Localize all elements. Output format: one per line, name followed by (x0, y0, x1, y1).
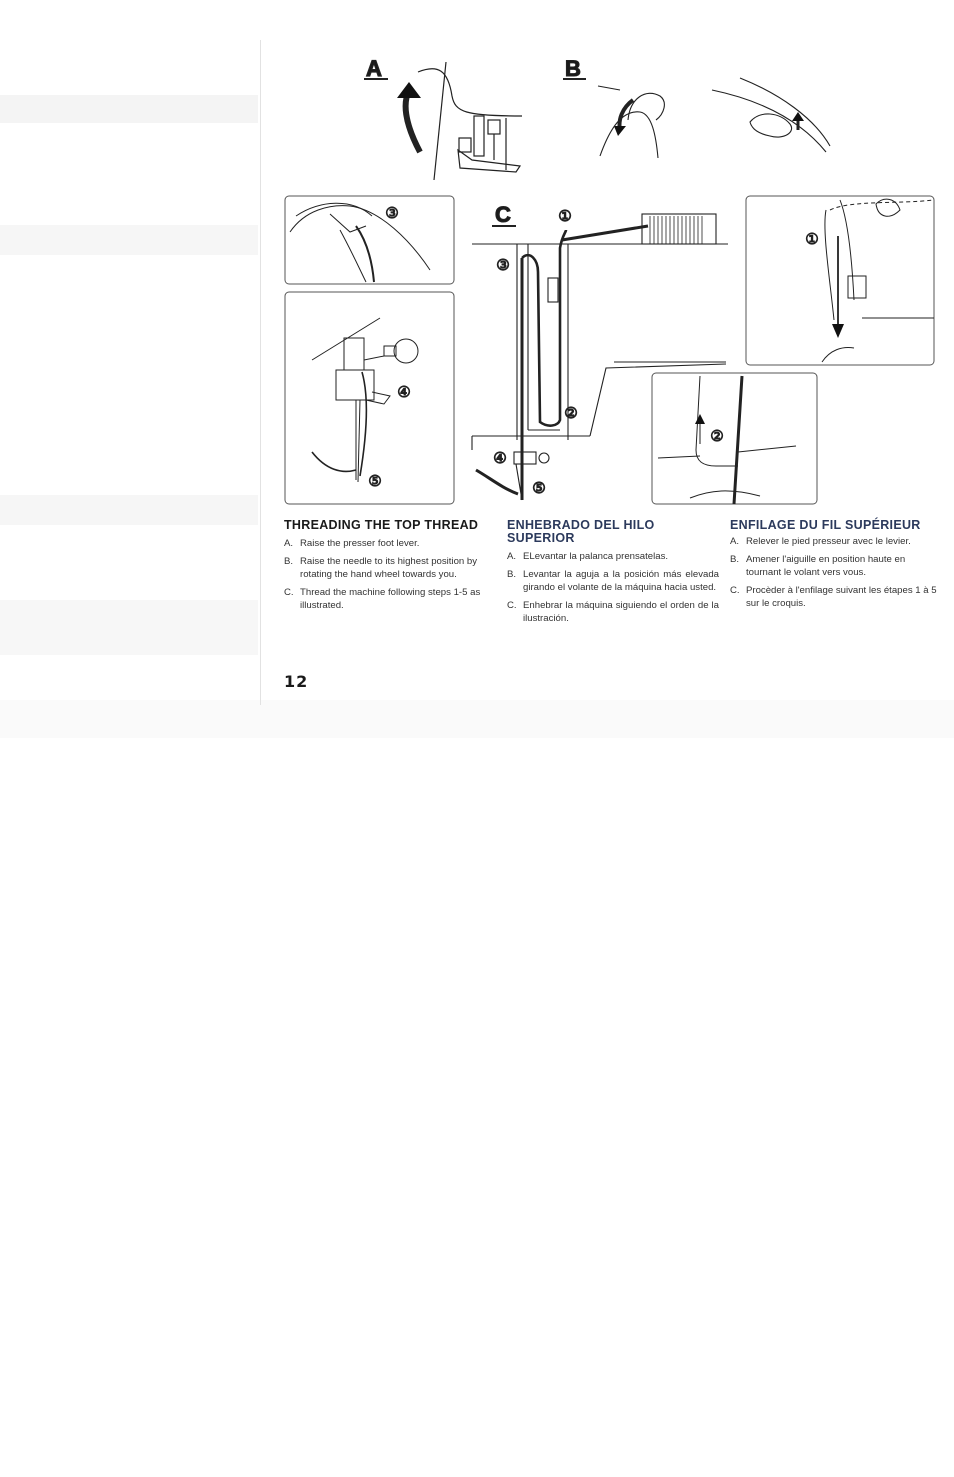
list-item (730, 535, 938, 548)
spanish-steps (507, 550, 719, 625)
step-text: Raise the presser foot lever. (300, 538, 420, 549)
french-instructions (730, 519, 938, 615)
step-5-marker: ⑤ (368, 472, 382, 490)
step-2-marker: ② (564, 404, 578, 422)
list-item (507, 568, 719, 594)
english-heading: THREADING THE TOP THREAD (284, 518, 479, 532)
step-marker: A. (730, 536, 740, 547)
step-marker: B. (284, 556, 294, 567)
detail-panel-2 (652, 373, 817, 504)
detail-panel-3 (285, 196, 454, 284)
step-4-marker: ④ (493, 449, 507, 467)
step-text: Amener l'aiguille en position haute en tournant le volant vers vous. (746, 554, 906, 578)
figure-a-label: A (366, 56, 382, 81)
figure-a (364, 56, 522, 180)
figure-c-main (472, 202, 728, 500)
threading-illustration (0, 0, 954, 520)
step-text: Raise the needle to its highest position by rotating the hand wheel towards you. (300, 556, 478, 580)
english-steps (284, 537, 496, 612)
step-marker: A. (284, 538, 294, 549)
step-marker: C. (284, 587, 294, 598)
figure-c-label: C (495, 202, 511, 227)
step-1-marker: ① (558, 207, 572, 225)
page-number: 12 (284, 672, 309, 691)
english-instructions (284, 519, 496, 617)
step-3-marker: ③ (496, 256, 510, 274)
step-text: Thread the machine following steps 1-5 as illustrated. (300, 587, 481, 611)
french-heading: ENFILAGE DU FIL SUPÉRIEUR (730, 518, 921, 532)
list-item (284, 537, 496, 550)
list-item (284, 555, 496, 581)
list-item (284, 586, 496, 612)
detail-panel-45 (285, 292, 454, 504)
list-item (507, 599, 719, 625)
step-marker: C. (507, 600, 517, 611)
step-4-marker: ④ (397, 383, 411, 401)
step-text: Relever le pied presseur avec le levier. (746, 536, 911, 547)
spanish-heading: ENHEBRADO DEL HILO SUPERIOR (507, 518, 655, 545)
figure-b-label: B (565, 56, 581, 81)
list-item (730, 553, 938, 579)
step-marker: B. (507, 569, 517, 580)
step-marker: C. (730, 585, 740, 596)
step-marker: B. (730, 554, 740, 565)
step-text: Levantar la aguja a la posición más elevada girando el volante de la máquina hacia usted. (523, 569, 719, 593)
step-text: Enhebrar la máquina siguiendo el orden de la ilustración. (523, 600, 719, 624)
step-3-marker: ③ (385, 204, 399, 222)
scan-shade (0, 700, 954, 738)
step-text: Procèder à l'enfilage suivant les étapes 1 à 5 sur le croquis. (746, 585, 937, 609)
step-5-marker: ⑤ (532, 479, 546, 497)
step-1-marker: ① (805, 230, 819, 248)
french-steps (730, 535, 938, 610)
list-item (507, 550, 719, 563)
list-item (730, 584, 938, 610)
figure-b (563, 56, 830, 158)
step-2-marker: ② (710, 427, 724, 445)
spanish-instructions (507, 519, 719, 630)
detail-panel-1 (746, 196, 934, 365)
scan-shade (0, 600, 258, 655)
step-marker: A. (507, 551, 517, 562)
step-text: ELevantar la palanca prensatelas. (523, 551, 669, 562)
